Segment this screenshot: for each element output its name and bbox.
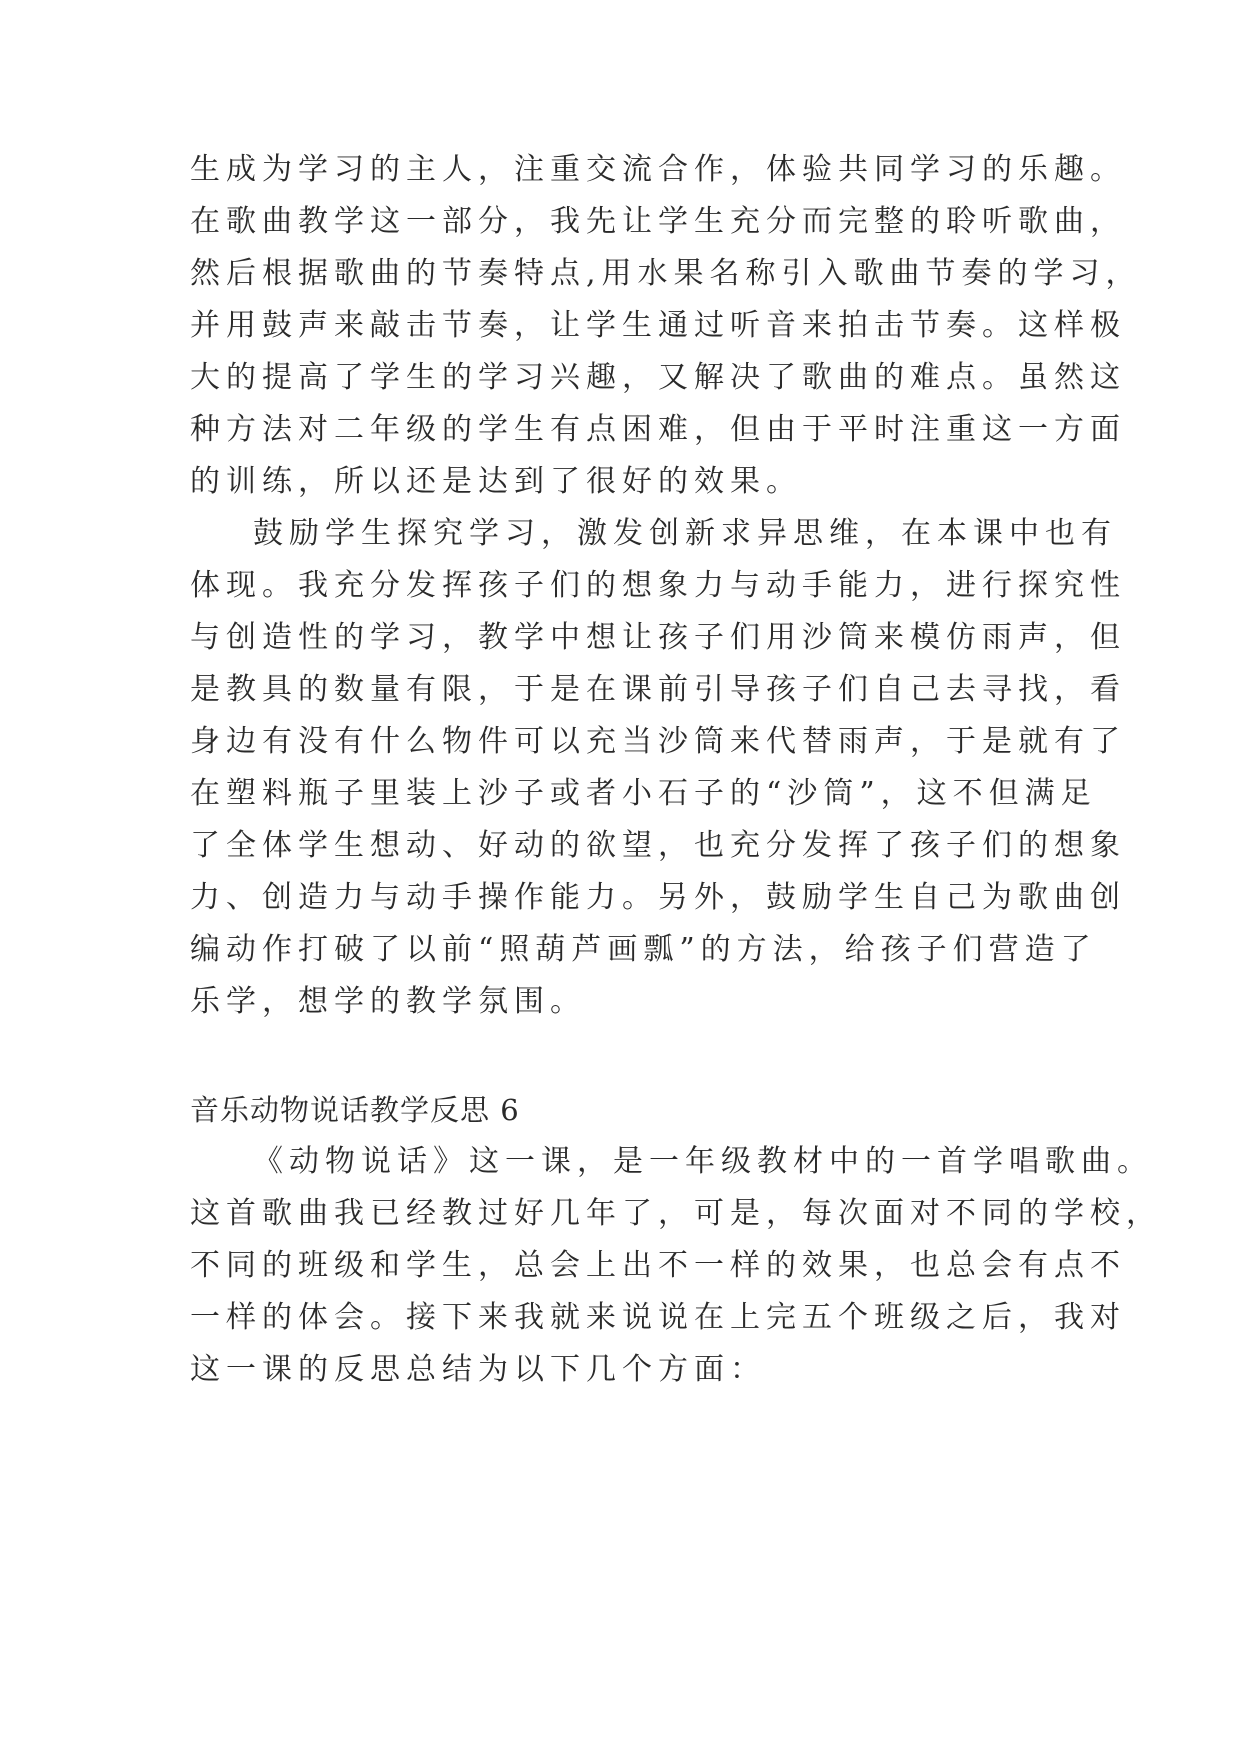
text-line: 种方法对二年级的学生有点困难，但由于平时注重这一方面	[190, 412, 1126, 447]
text-line: 生成为学习的主人，注重交流合作，体验共同学习的乐趣。	[190, 152, 1126, 187]
text-line: 的训练，所以还是达到了很好的效果。	[190, 464, 802, 499]
text-line: 这首歌曲我已经教过好几年了，可是，每次面对不同的学校，	[190, 1196, 1162, 1231]
text-line: 在塑料瓶子里装上沙子或者小石子的“沙筒”，这不但满足	[190, 776, 1097, 811]
text-line: 在歌曲教学这一部分，我先让学生充分而完整的聆听歌曲，	[190, 204, 1126, 239]
text-line: 力、创造力与动手操作能力。另外，鼓励学生自己为歌曲创	[190, 880, 1126, 915]
text-line: 这一课的反思总结为以下几个方面：	[190, 1352, 766, 1387]
text-line: 不同的班级和学生，总会上出不一样的效果，也总会有点不	[190, 1248, 1126, 1283]
text-line: 鼓励学生探究学习，激发创新求异思维，在本课中也有	[253, 516, 1117, 551]
text-line: 是教具的数量有限，于是在课前引导孩子们自己去寻找，看	[190, 672, 1126, 707]
text-line: 身边有没有什么物件可以充当沙筒来代替雨声，于是就有了	[190, 724, 1126, 759]
text-line: 与创造性的学习，教学中想让孩子们用沙筒来模仿雨声，但	[190, 620, 1126, 655]
text-line: 了全体学生想动、好动的欲望，也充分发挥了孩子们的想象	[190, 828, 1126, 863]
text-line: 一样的体会。接下来我就来说说在上完五个班级之后，我对	[190, 1300, 1126, 1335]
text-line: 《动物说话》这一课，是一年级教材中的一首学唱歌曲。	[253, 1144, 1153, 1179]
text-line: 体现。我充分发挥孩子们的想象力与动手能力，进行探究性	[190, 568, 1126, 603]
section-title: 音乐动物说话教学反思 6	[190, 1093, 520, 1127]
text-line: 编动作打破了以前“照葫芦画瓢”的方法，给孩子们营造了	[190, 932, 1097, 967]
text-line: 然后根据歌曲的节奏特点,用水果名称引入歌曲节奏的学习，	[190, 256, 1142, 291]
text-line: 乐学，想学的教学氛围。	[190, 984, 586, 1019]
text-line: 并用鼓声来敲击节奏，让学生通过听音来拍击节奏。这样极	[190, 308, 1126, 343]
text-line: 大的提高了学生的学习兴趣，又解决了歌曲的难点。虽然这	[190, 360, 1126, 395]
